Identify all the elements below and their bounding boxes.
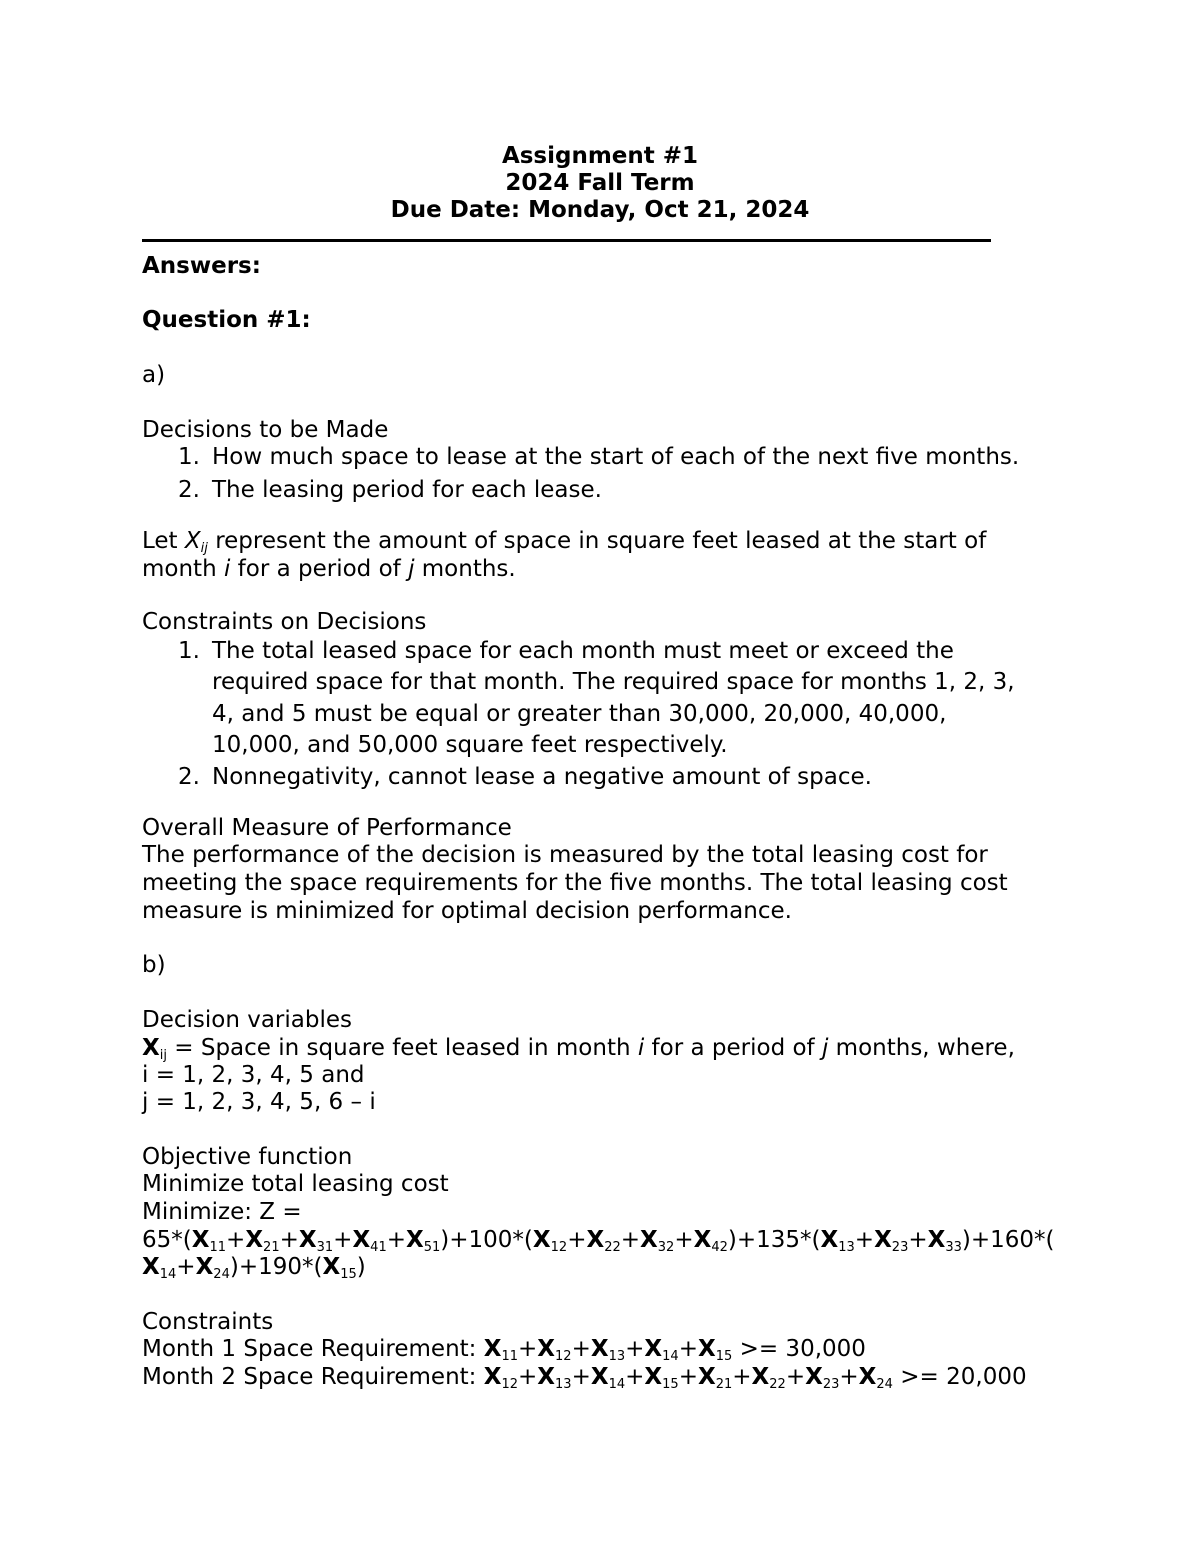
constraint-number: 1.	[178, 638, 200, 664]
variable: X	[537, 1364, 556, 1390]
let-line-2	[142, 555, 516, 583]
constraint-line: 10,000, and 50,000 square feet respectively.	[212, 732, 728, 758]
operator-text: +	[176, 1254, 196, 1280]
variable: X	[590, 1364, 609, 1390]
decision-variables-heading: Decision variables	[142, 1007, 352, 1033]
subscript: 42	[711, 1240, 728, 1255]
operator-text: +	[226, 1227, 246, 1253]
variable: X	[874, 1227, 892, 1253]
subscript: 24	[213, 1267, 230, 1282]
subscript: 24	[876, 1377, 893, 1392]
operator-text: +	[908, 1227, 928, 1253]
operator-text: +	[732, 1364, 752, 1390]
subscript: 13	[555, 1377, 572, 1392]
i-range: i = 1, 2, 3, 4, 5 and	[142, 1062, 365, 1088]
variable: X	[644, 1336, 663, 1362]
subscript: 12	[550, 1240, 568, 1255]
variable: X	[184, 528, 201, 554]
operator-text: )+190*(	[229, 1254, 323, 1280]
operator-text: )+160*(	[961, 1227, 1055, 1253]
constraint-expression	[484, 1364, 1027, 1390]
subscript: 12	[501, 1377, 519, 1392]
operator-text: +	[620, 1227, 641, 1253]
variable: X	[142, 1035, 160, 1061]
performance-line: measure is minimized for optimal decision performance.	[142, 898, 792, 924]
operator-text: +	[279, 1227, 299, 1253]
operator-text: +	[785, 1364, 806, 1390]
constraint-line: required space for that month. The required space for months 1, 2, 3,	[212, 669, 1015, 695]
operator-text: +	[518, 1336, 538, 1362]
subscript: 15	[662, 1377, 679, 1392]
objective-description: Minimize total leasing cost	[142, 1171, 449, 1197]
variable: X	[697, 1336, 716, 1362]
text: months.	[414, 556, 516, 582]
variable: X	[195, 1254, 214, 1280]
variable: X	[298, 1227, 317, 1253]
constraint-line: The total leased space for each month must meet or exceed the	[212, 638, 954, 664]
operator-text: +	[854, 1227, 875, 1253]
text: months, where,	[828, 1035, 1015, 1061]
part-b-label: b)	[142, 952, 166, 978]
subscript: 22	[604, 1240, 621, 1255]
objective-minimize: Minimize: Z =	[142, 1199, 302, 1225]
text: month	[142, 556, 224, 582]
text: represent the amount of space in square feet leased at the start of	[207, 528, 987, 554]
subscript: 11	[209, 1240, 227, 1255]
operator-text: >= 30,000	[732, 1336, 866, 1362]
part-a-label: a)	[142, 362, 166, 388]
j-range: j = 1, 2, 3, 4, 5, 6 – i	[142, 1089, 376, 1115]
subscript: 21	[263, 1240, 280, 1255]
operator-text: +	[518, 1364, 538, 1390]
decision-variable-definition	[142, 1034, 1015, 1062]
question-label: Question #1:	[142, 307, 311, 333]
subscript: 22	[769, 1377, 786, 1392]
operator-text: >= 20,000	[892, 1364, 1027, 1390]
subscript: 13	[838, 1240, 855, 1255]
variable: X	[858, 1364, 877, 1390]
subscript: 15	[715, 1349, 733, 1364]
operator-text: +	[333, 1227, 353, 1253]
variable: X	[352, 1227, 371, 1253]
operator-text: +	[567, 1227, 587, 1253]
text: = Space in square feet leased in month	[166, 1035, 638, 1061]
operator-text: +	[625, 1336, 645, 1362]
variable: j	[821, 1035, 829, 1061]
constraint-expression	[484, 1336, 866, 1362]
subscript: ij	[159, 1048, 167, 1063]
performance-line: meeting the space requirements for the five months. The total leasing cost	[142, 870, 1008, 896]
text: for a period of	[644, 1035, 822, 1061]
operator-text: +	[625, 1364, 645, 1390]
decision-item	[178, 476, 602, 504]
variable: X	[927, 1227, 946, 1253]
constraint-label: Month 1 Space Requirement:	[142, 1336, 484, 1362]
variable: X	[693, 1227, 712, 1253]
decisions-heading: Decisions to be Made	[142, 417, 389, 443]
list-number: 1.	[178, 444, 200, 470]
text: for a period of	[230, 556, 409, 582]
objective-expression-line-2	[142, 1253, 366, 1281]
variable: X	[644, 1364, 663, 1390]
variable: X	[697, 1364, 716, 1390]
subscript: 23	[891, 1240, 909, 1255]
variable: X	[590, 1336, 609, 1362]
subscript: ij	[200, 541, 208, 556]
variable: X	[191, 1227, 210, 1253]
variable: X	[142, 1254, 160, 1280]
constraints-b-heading: Constraints	[142, 1309, 274, 1335]
variable: X	[483, 1336, 502, 1362]
decision-item	[178, 443, 1019, 471]
constraints-heading: Constraints on Decisions	[142, 609, 427, 635]
variable: j	[408, 556, 415, 582]
subscript: 41	[370, 1240, 387, 1255]
variable: X	[751, 1364, 770, 1390]
variable: X	[483, 1364, 502, 1390]
constraint-label: Month 2 Space Requirement:	[142, 1364, 484, 1390]
variable: X	[245, 1227, 264, 1253]
term-line: 2024 Fall Term	[505, 170, 695, 196]
variable: i	[637, 1035, 645, 1061]
due-date-line: Due Date: Monday, Oct 21, 2024	[390, 197, 810, 223]
variable: X	[532, 1227, 551, 1253]
operator-text: +	[571, 1336, 591, 1362]
subscript: 14	[662, 1349, 679, 1364]
subscript: 32	[657, 1240, 675, 1255]
answers-label: Answers:	[142, 253, 261, 279]
text: Let	[142, 528, 185, 554]
operator-text: )	[356, 1254, 366, 1280]
constraint-line: 4, and 5 must be equal or greater than 30,000, 20,000, 40,000,	[212, 701, 947, 727]
subscript: 33	[945, 1240, 962, 1255]
header-divider	[142, 239, 991, 242]
subscript: 14	[608, 1377, 626, 1392]
operator-text: +	[386, 1227, 406, 1253]
month-1-constraint	[142, 1335, 866, 1363]
variable: X	[805, 1364, 823, 1390]
subscript: 15	[340, 1267, 357, 1282]
constraint-number: 2.	[178, 764, 200, 790]
subscript: 11	[501, 1349, 519, 1364]
operator-text: )+135*(	[727, 1227, 821, 1253]
subscript: 51	[423, 1240, 441, 1255]
performance-heading: Overall Measure of Performance	[142, 815, 512, 841]
variable: X	[586, 1227, 605, 1253]
let-line-1	[142, 527, 986, 555]
operator-text: 65*(	[142, 1227, 192, 1253]
variable: X	[322, 1254, 341, 1280]
list-number: 2.	[178, 477, 200, 503]
subscript: 13	[608, 1349, 626, 1364]
month-2-constraint	[142, 1363, 1027, 1391]
subscript: 21	[715, 1377, 733, 1392]
performance-line: The performance of the decision is measured by the total leasing cost for	[142, 842, 988, 868]
variable: X	[640, 1227, 658, 1253]
constraint-line: Nonnegativity, cannot lease a negative amount of space.	[212, 764, 872, 790]
operator-text: +	[674, 1227, 694, 1253]
operator-text: +	[678, 1364, 698, 1390]
subscript: 31	[316, 1240, 334, 1255]
assignment-title: Assignment #1	[501, 143, 699, 169]
objective-expression-line-1	[142, 1226, 1055, 1254]
variable: X	[406, 1227, 424, 1253]
list-text: The leasing period for each lease.	[212, 477, 602, 503]
subscript: 14	[159, 1267, 177, 1282]
variable: X	[820, 1227, 839, 1253]
variable: i	[223, 556, 231, 582]
operator-text: )+100*(	[440, 1227, 533, 1253]
operator-text: +	[571, 1364, 591, 1390]
list-text: How much space to lease at the start of each of the next five months.	[212, 444, 1020, 470]
operator-text: +	[678, 1336, 698, 1362]
subscript: 23	[822, 1377, 840, 1392]
variable: X	[537, 1336, 556, 1362]
operator-text: +	[839, 1364, 859, 1390]
objective-heading: Objective function	[142, 1144, 353, 1170]
subscript: 12	[555, 1349, 572, 1364]
